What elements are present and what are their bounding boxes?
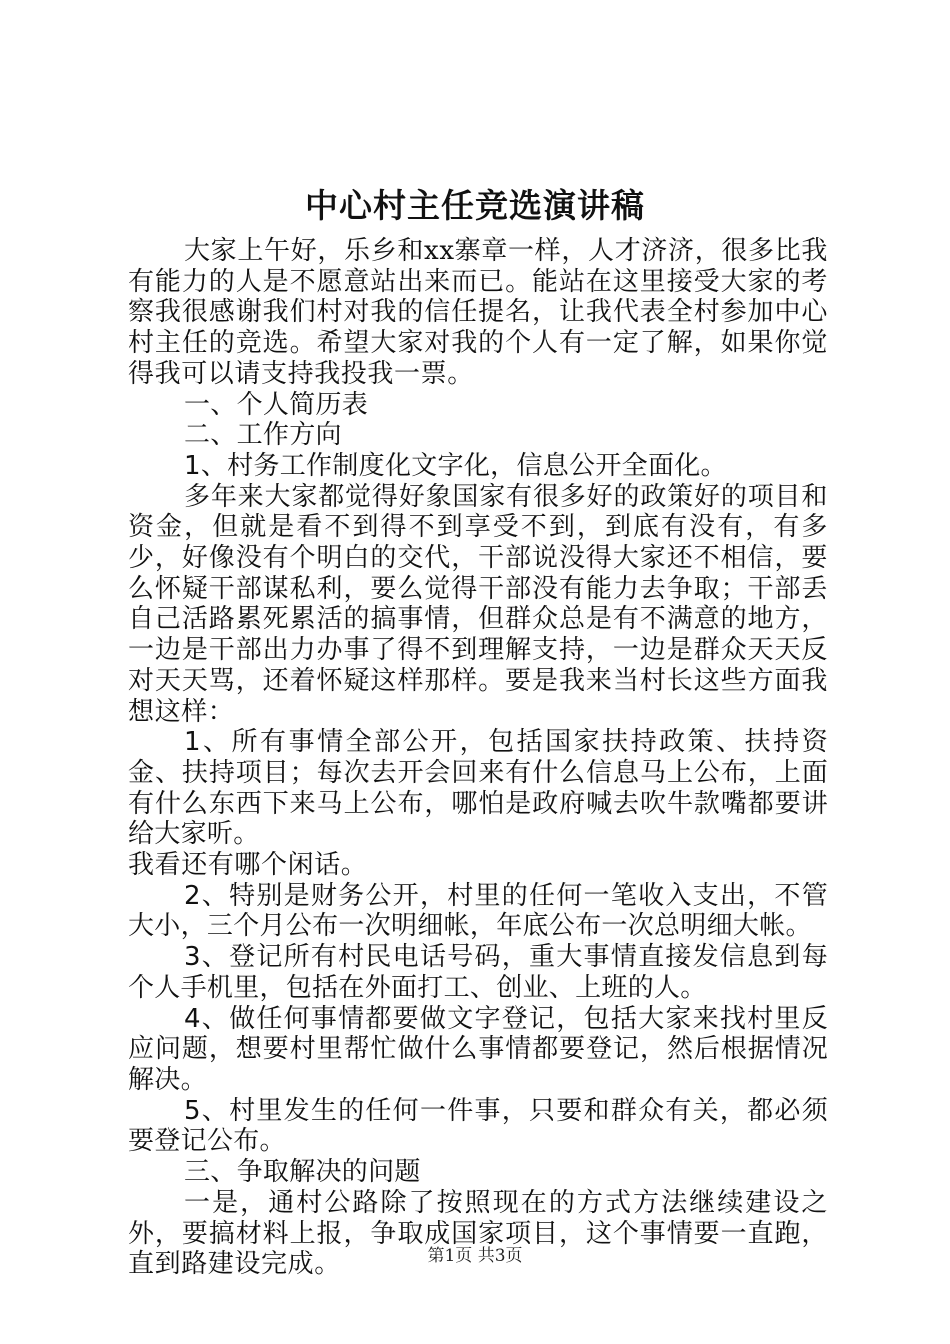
- document-body: [128, 236, 828, 1280]
- page-footer: 第1页 共3页: [427, 1246, 523, 1266]
- list-item-4: 4、做任何事情都要做文字登记，包括大家来找村里反应问题，想要村里帮忙做什么事情都要登记，然后根据情况解决。: [128, 1003, 828, 1095]
- heading-problems: 三、争取解决的问题: [184, 1157, 421, 1188]
- list-item-1: 1、所有事情全部公开，包括国家扶持政策、扶持资金、扶持项目；每次去开会回来有什么信息马上公布，上面有什么东西下来马上公布，哪怕是政府喊去吹牛款嘴都要讲给大家听。: [128, 727, 828, 850]
- heading-work-direction: 二、工作方向: [184, 420, 342, 451]
- paragraph-background: 多年来大家都觉得好象国家有很多好的政策好的项目和资金，但就是看不到得不到享受不到，到底有没有，有多少，好像没有个明白的交代，干部说没得大家还不相信，要么怀疑干部谋私利，要么觉得干部没有能力去争取；干部丢自己活路累死累活的搞事情，但群众总是有不满意的地方，一边是干部出力办事了得不到理解支持，一边是群众天天反对天天骂，还着怀疑这样那样。要是我来当村长这些方面我想这样：: [128, 481, 828, 727]
- paragraph-opening: 大家上午好，乐乡和xx寨章一样，人才济济，很多比我有能力的人是不愿意站出来而已。能站在这里接受大家的考察我很感谢我们村对我的信任提名，让我代表全村参加中心村主任的竞选。希望大家对我的个人有一定了解，如果你觉得我可以请支持我投我一票。: [128, 236, 828, 389]
- subheading-village-affairs: 1、村务工作制度化文字化，信息公开全面化。: [184, 450, 727, 481]
- list-item-5: 5、村里发生的任何一件事，只要和群众有关，都必须要登记公布。: [128, 1095, 828, 1157]
- heading-resume: 一、个人简历表: [184, 389, 369, 420]
- list-item-3: 3、登记所有村民电话号码，重大事情直接发信息到每个人手机里，包括在外面打工、创业、上班的人。: [128, 942, 828, 1003]
- paragraph-road: 一是，通村公路除了按照现在的方式方法继续建设之外，要搞材料上报，争取成国家项目，这个事情要一直跑，直到路建设完成。: [128, 1187, 828, 1280]
- list-item-2: 2、特别是财务公开，村里的任何一笔收入支出，不管大小，三个月公布一次明细帐，年底公布一次总明细大帐。: [128, 880, 828, 942]
- document-title: 中心村主任竞选演讲稿: [305, 186, 645, 225]
- list-item-1-continuation: 我看还有哪个闲话。: [128, 850, 368, 881]
